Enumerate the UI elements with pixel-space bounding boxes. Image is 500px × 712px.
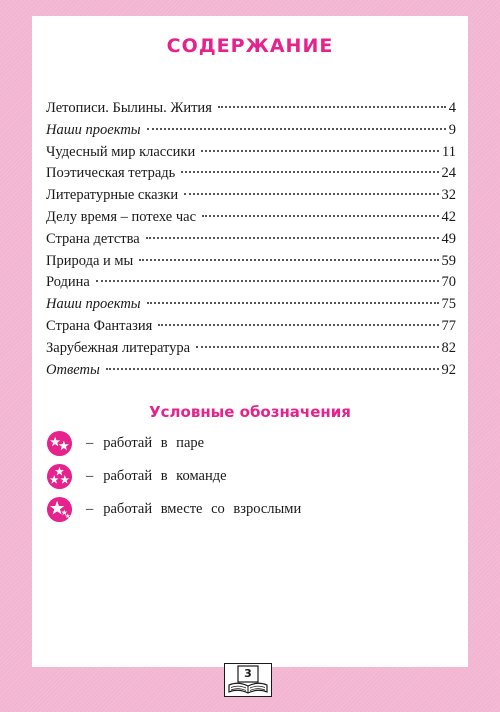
- page-title: СОДЕРЖАНИЕ: [166, 35, 334, 57]
- dot-leader: [147, 302, 439, 304]
- page-number: 3: [244, 667, 252, 680]
- dot-leader: [218, 106, 446, 108]
- toc-entry-title: Природа и мы: [46, 252, 134, 269]
- toc-entry-title: Наши проекты: [46, 296, 141, 313]
- star-with-small-stars-icon: [46, 496, 73, 523]
- toc-entry-page: 59: [441, 252, 456, 269]
- dot-leader: [106, 368, 439, 370]
- toc-entry-page: 42: [441, 208, 456, 225]
- toc-entry[interactable]: [46, 187, 456, 209]
- toc-entry[interactable]: [46, 165, 456, 187]
- toc-entry-page: 49: [441, 230, 456, 247]
- toc-entry-page: 4: [448, 100, 456, 116]
- toc-entry-page: 77: [441, 317, 456, 334]
- toc-entry-page: 11: [442, 143, 456, 160]
- legend-list: [46, 428, 456, 527]
- toc-entry-page: 32: [441, 187, 456, 204]
- dot-leader: [158, 324, 438, 326]
- dot-leader: [201, 150, 439, 152]
- toc-entry-title: Ответы: [46, 361, 100, 378]
- toc-entry-title: Чудесный мир классики: [46, 143, 196, 160]
- toc-entry[interactable]: [46, 122, 456, 144]
- toc-entry-title: Страна Фантазия: [46, 317, 153, 334]
- toc-entry[interactable]: [46, 231, 456, 253]
- toc-entry-title: Литературные сказки: [46, 187, 179, 204]
- toc-entry[interactable]: [46, 274, 456, 296]
- toc-entry-page: 82: [441, 339, 456, 356]
- dot-leader: [181, 171, 438, 173]
- dot-leader: [139, 259, 438, 261]
- dot-leader: [184, 193, 438, 195]
- legend-dash: –: [86, 468, 94, 484]
- dot-leader: [147, 128, 446, 130]
- page-number-badge: [224, 663, 272, 697]
- toc-entry-page: 24: [441, 165, 456, 182]
- toc-entry[interactable]: [46, 296, 456, 318]
- toc-entry[interactable]: [46, 318, 456, 340]
- legend-heading: Условные обозначения: [149, 403, 351, 421]
- toc-entry-title: Делу время – потехе час: [46, 208, 197, 225]
- page-sheet: [32, 16, 468, 667]
- toc-entry[interactable]: [46, 144, 456, 166]
- table-of-contents: [46, 100, 456, 383]
- toc-entry-title: Летописи. Былины. Жития: [46, 100, 212, 116]
- legend-item: [46, 461, 456, 492]
- dot-leader: [196, 346, 438, 348]
- legend-text: работай вместе со взрослыми: [103, 501, 302, 517]
- toc-entry-page: 92: [441, 361, 456, 378]
- toc-entry[interactable]: [46, 362, 456, 384]
- legend-item: [46, 494, 456, 525]
- three-stars-icon: [46, 463, 73, 490]
- legend-item: [46, 428, 456, 459]
- toc-entry-title: Наши проекты: [46, 121, 141, 138]
- toc-entry[interactable]: [46, 209, 456, 231]
- dot-leader: [96, 280, 439, 282]
- toc-entry-title: Зарубежная литература: [46, 339, 191, 356]
- toc-entry[interactable]: [46, 253, 456, 275]
- legend-text: работай в команде: [103, 468, 227, 484]
- toc-entry-title: Поэтическая тетрадь: [46, 165, 176, 182]
- toc-entry-page: 70: [441, 274, 456, 291]
- toc-entry-title: Родина: [46, 274, 90, 291]
- legend-dash: –: [86, 435, 94, 451]
- toc-entry-page: 75: [441, 296, 456, 313]
- toc-entry-title: Страна детства: [46, 230, 140, 247]
- legend-dash: –: [86, 501, 94, 517]
- legend-text: работай в паре: [103, 435, 205, 451]
- toc-entry[interactable]: [46, 100, 456, 122]
- toc-entry[interactable]: [46, 340, 456, 362]
- dot-leader: [146, 237, 439, 239]
- toc-entry-page: 9: [448, 121, 456, 138]
- dot-leader: [202, 215, 438, 217]
- two-stars-icon: [46, 430, 73, 457]
